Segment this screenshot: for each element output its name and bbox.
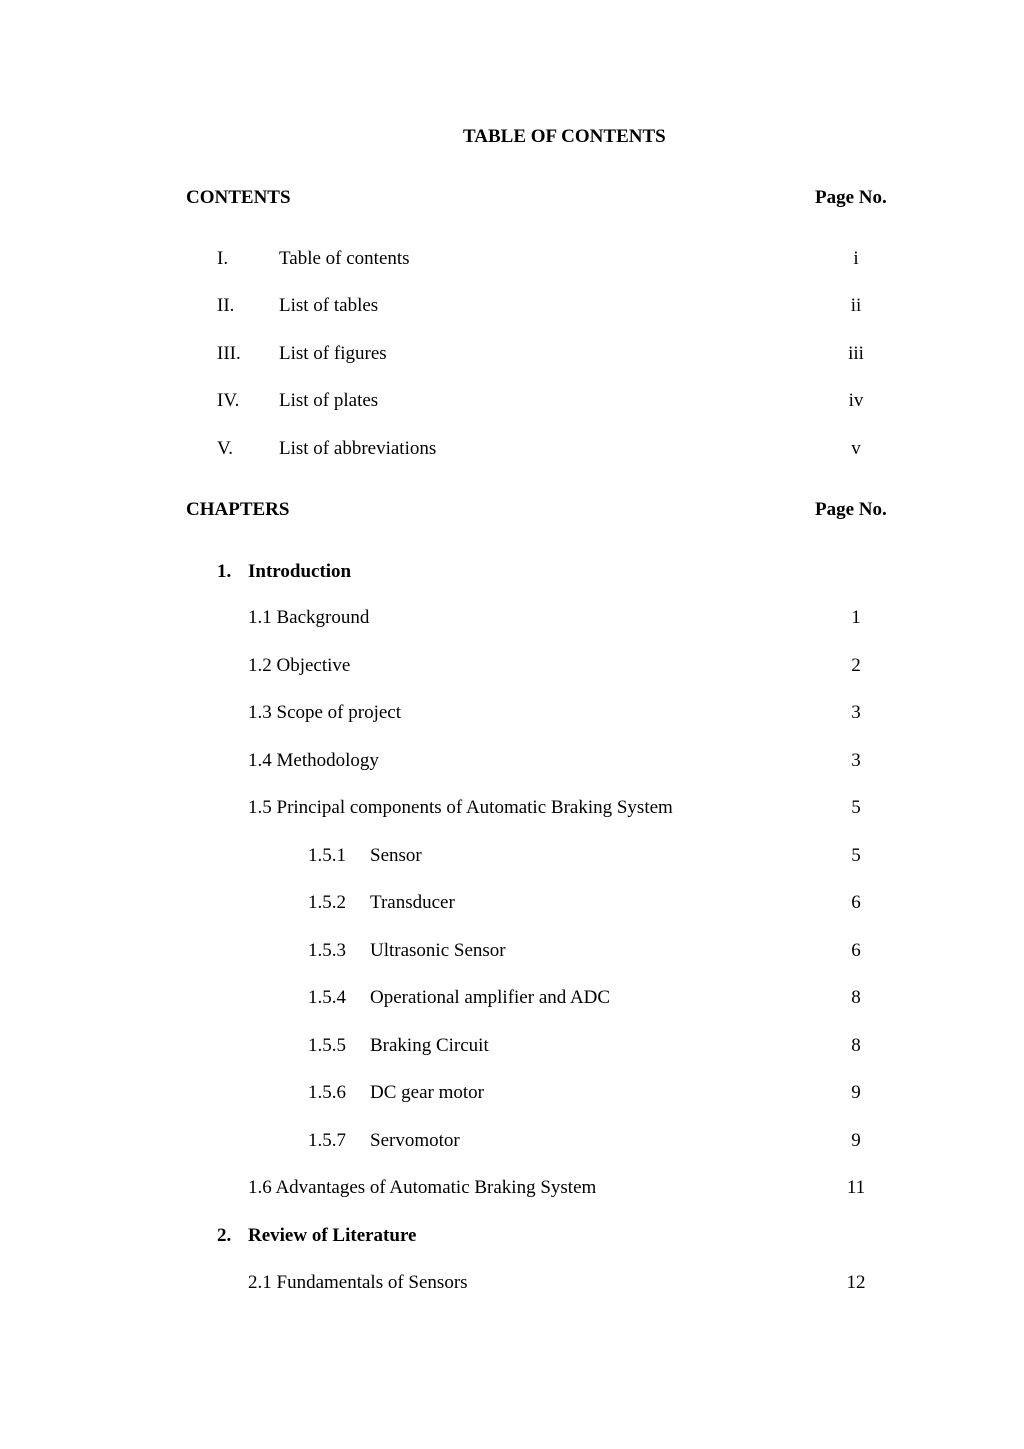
subsection-label: Transducer: [370, 892, 455, 913]
subsection-number: 1.5.3: [308, 940, 346, 961]
section-page: 11: [846, 1177, 866, 1198]
subsection-page: 5: [851, 845, 861, 866]
subsection-label: Operational amplifier and ADC: [370, 987, 611, 1008]
front-matter-label: List of tables: [279, 295, 379, 316]
subsection-page: 8: [851, 987, 861, 1008]
front-matter-label: List of figures: [279, 343, 387, 364]
subsection-page: 9: [851, 1130, 861, 1151]
chapter-number: 2.: [217, 1225, 232, 1246]
section-label: 1.4 Methodology: [248, 750, 379, 771]
subsection-page: 9: [851, 1082, 861, 1103]
page-title: TABLE OF CONTENTS: [463, 126, 666, 147]
chapter-number: 1.: [217, 561, 232, 582]
section-page: 2: [851, 655, 861, 676]
front-matter-page: iv: [848, 390, 864, 411]
subsection-label: DC gear motor: [370, 1082, 484, 1103]
subsection-number: 1.5.7: [308, 1130, 346, 1151]
section-page: 3: [851, 750, 861, 771]
front-matter-label: Table of contents: [279, 248, 410, 269]
contents-heading: CONTENTS: [186, 187, 291, 208]
front-matter-number: V.: [217, 438, 234, 459]
chapters-page-no-heading: Page No.: [815, 499, 887, 520]
section-label: 2.1 Fundamentals of Sensors: [248, 1272, 468, 1293]
subsection-page: 8: [851, 1035, 861, 1056]
front-matter-page: i: [853, 248, 859, 269]
chapter-title: Review of Literature: [248, 1225, 417, 1246]
front-matter-number: IV.: [217, 390, 240, 411]
subsection-label: Braking Circuit: [370, 1035, 489, 1056]
subsection-number: 1.5.1: [308, 845, 346, 866]
subsection-label: Servomotor: [370, 1130, 460, 1151]
subsection-number: 1.5.4: [308, 987, 346, 1008]
section-label: 1.2 Objective: [248, 655, 351, 676]
subsection-label: Ultrasonic Sensor: [370, 940, 506, 961]
subsection-page: 6: [851, 940, 861, 961]
section-page: 5: [851, 797, 861, 818]
subsection-number: 1.5.2: [308, 892, 346, 913]
contents-page-no-heading: Page No.: [815, 187, 887, 208]
front-matter-page: ii: [850, 295, 862, 316]
subsection-number: 1.5.6: [308, 1082, 346, 1103]
front-matter-number: III.: [217, 343, 241, 364]
subsection-label: Sensor: [370, 845, 422, 866]
section-label: 1.3 Scope of project: [248, 702, 402, 723]
subsection-page: 6: [851, 892, 861, 913]
chapters-heading: CHAPTERS: [186, 499, 290, 520]
front-matter-label: List of abbreviations: [279, 438, 437, 459]
section-page: 3: [851, 702, 861, 723]
front-matter-page: v: [851, 438, 861, 459]
subsection-number: 1.5.5: [308, 1035, 346, 1056]
section-page: 12: [846, 1272, 866, 1293]
section-label: 1.5 Principal components of Automatic Braking System: [248, 797, 673, 818]
front-matter-number: II.: [217, 295, 235, 316]
front-matter-page: iii: [848, 343, 864, 364]
section-page: 1: [851, 607, 861, 628]
section-label: 1.1 Background: [248, 607, 370, 628]
front-matter-label: List of plates: [279, 390, 379, 411]
front-matter-number: I.: [217, 248, 229, 269]
section-label: 1.6 Advantages of Automatic Braking System: [248, 1177, 597, 1198]
chapter-title: Introduction: [248, 561, 352, 582]
